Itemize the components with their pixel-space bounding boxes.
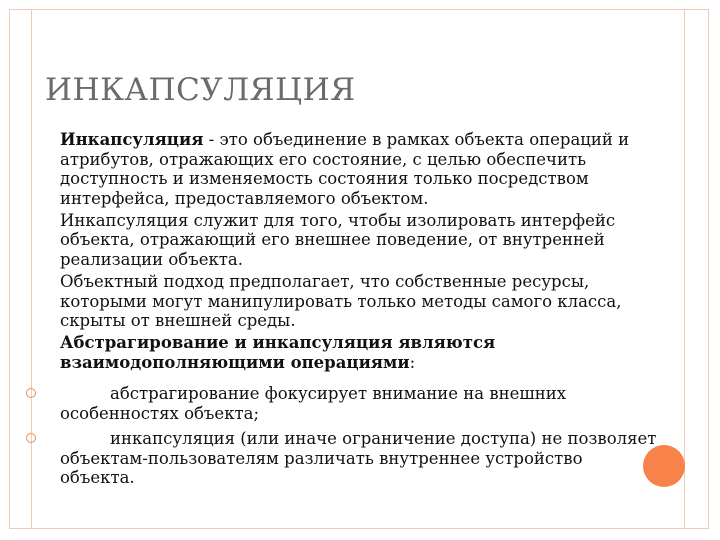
slide-body (60, 130, 680, 375)
complementary-colon: : (409, 353, 416, 373)
frame-left-line (31, 9, 32, 529)
bullet-text: инкапсуляция (или иначе ограничение доступа) не позволяет объектам-пользователям различать внутреннее устройство объекта. (60, 429, 657, 488)
paragraph-object-approach: Объектный подход предполагает, что собственные ресурсы, которыми могут манипулировать только методы самого класса, скрыты от внешней среды. (60, 272, 622, 331)
paragraph-definition (60, 130, 680, 208)
slide-title: ИНКАПСУЛЯЦИЯ (45, 72, 356, 108)
list-item (60, 429, 660, 488)
term-encapsulation: Инкапсуляция (60, 130, 204, 149)
definition-text: - это объединение в рамках объекта операций и атрибутов, отражающих его состояние, с целью обеспечить доступность и изменяемость состояния только посредством интерфейса, предоставляемого объектом. (60, 130, 630, 208)
paragraph-purpose: Инкапсуляция служит для того, чтобы изолировать интерфейс объекта, отражающий его внешнее поведение, от внутренней реализации объекта. (60, 210, 616, 270)
bullet-circle-icon (26, 388, 36, 398)
list-item (60, 384, 660, 423)
frame-right-line (684, 9, 685, 529)
bullet-text: абстрагирование фокусирует внимание на внешних особенностях объекта; (60, 384, 567, 423)
complementary-bold: Абстрагирование и инкапсуляция являются взаимодополняющими операциями (60, 333, 496, 373)
bullet-list (60, 384, 660, 494)
paragraph-complementary (60, 333, 680, 372)
decorative-circle-icon (643, 445, 685, 487)
